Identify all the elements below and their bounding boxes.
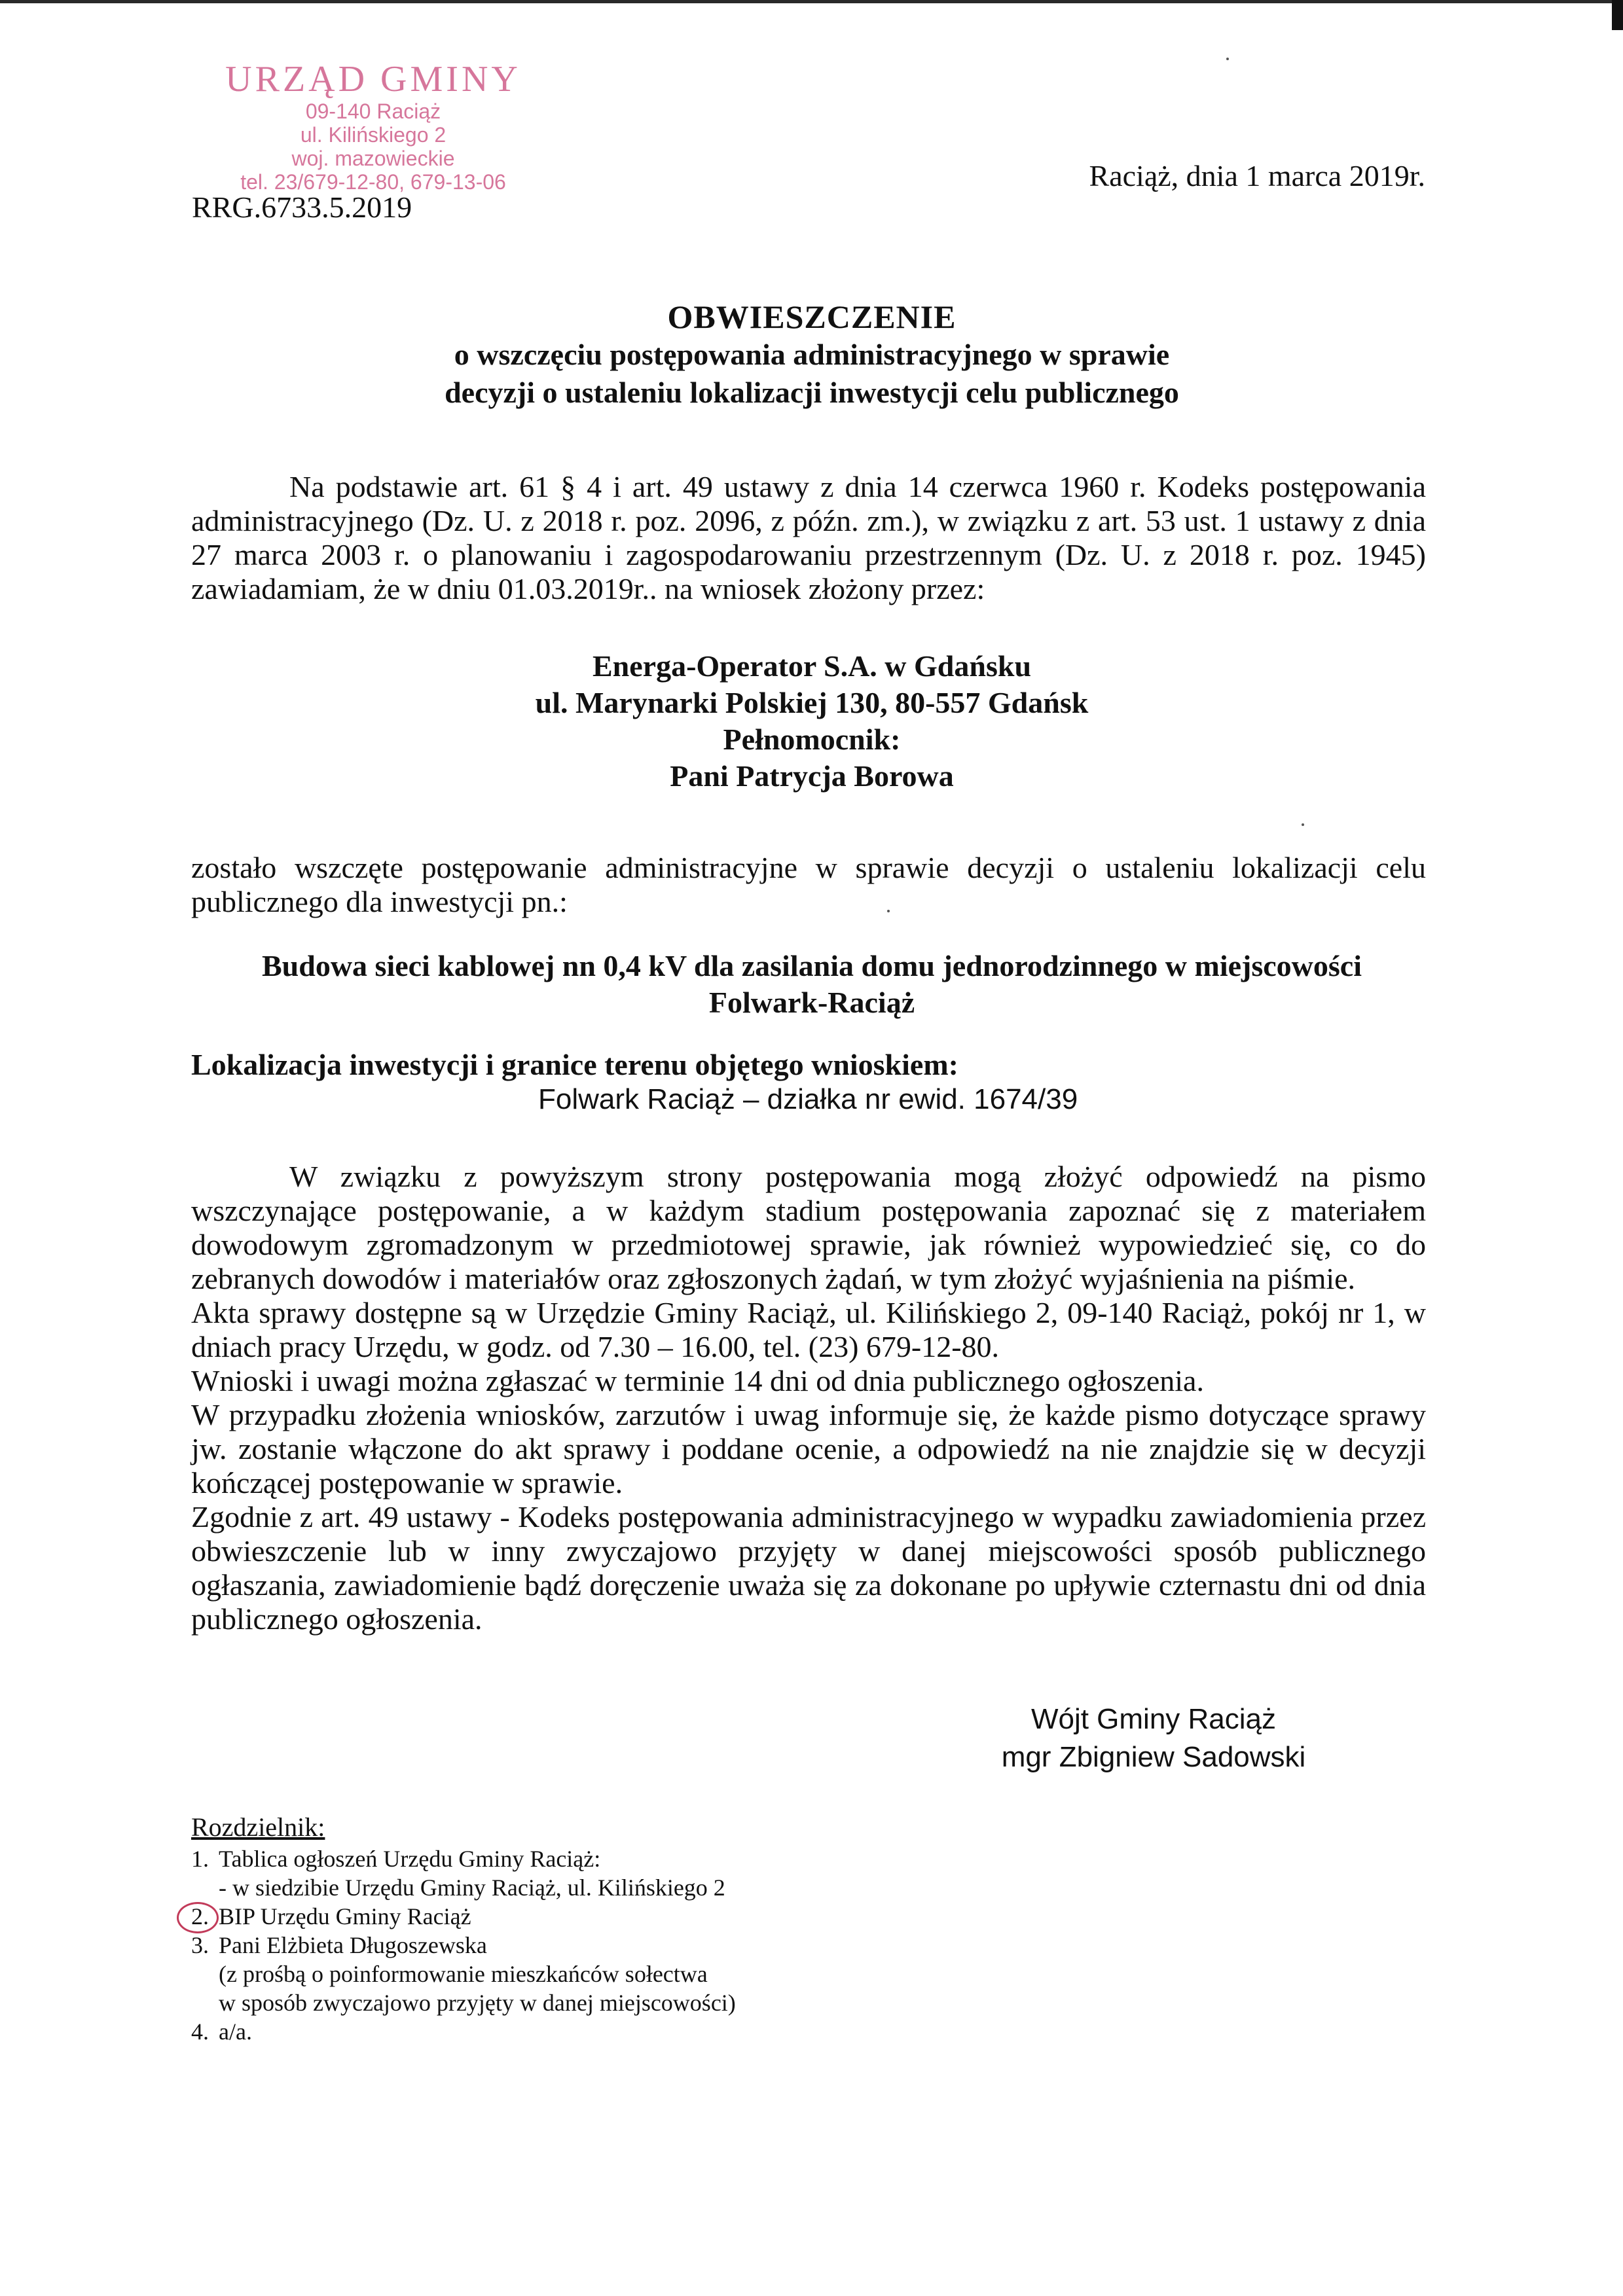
location-heading: Lokalizacja inwestycji i granice terenu objętego wnioskiem: — [191, 1048, 958, 1081]
applicant-block — [190, 648, 1434, 795]
distribution-list — [191, 1813, 736, 2046]
body-paragraph: Akta sprawy dostępne są w Urzędzie Gminy Raciąż, ul. Kilińskiego 2, 09-140 Raciąż, pokój nr 1, w dniach pracy Urzędu, w godz. od 7.30 – 16.00, tel. (23) 679-12-80. — [191, 1296, 1426, 1363]
investment-line: Folwark-Raciąż — [708, 986, 915, 1019]
body-paragraph: W przypadku złożenia wniosków, zarzutów i uwag informuje się, że każde pismo dotyczące sprawy jw. zostanie włączone do akt sprawy i poddane ocenie, a odpowiedź na nie znajdzie się w decyzji kończącej postępowanie w sprawie. — [191, 1398, 1426, 1499]
reference-number: RRG.6733.5.2019 — [192, 190, 412, 224]
stamp-title: URZĄD GMINY — [225, 59, 521, 99]
scan-speck — [1302, 823, 1304, 826]
title-line: o wszczęciu postępowania administracyjnego w sprawie — [454, 338, 1170, 371]
applicant-address: ul. Marynarki Polskiej 130, 80-557 Gdańsk — [535, 686, 1089, 719]
list-subitem: w sposób zwyczajowo przyjęty w danej miejscowości) — [219, 1990, 736, 2016]
body-paragraph: Wnioski i uwagi można zgłaszać w terminie 14 dni od dnia publicznego ogłoszenia. — [191, 1364, 1204, 1397]
signatory-title: Wójt Gminy Raciąż — [1030, 1703, 1277, 1735]
body-paragraph: W związku z powyższym strony postępowania mogą złożyć odpowiedź na pismo wszczynające postępowanie, a w każdym stadium postępowania zapoznać się z materiałem dowodowym zgromadzonym w przedmiotowej sprawie, jak również wypowiedzieć się, co do zebranych dowodów i materiałów oraz zgłoszonych żądań, w tym złożyć wyjaśnienia na piśmie. — [191, 1160, 1426, 1295]
list-subitem: (z prośbą o poinformowanie mieszkańców sołectwa — [219, 1961, 708, 1987]
proxy-label: Pełnomocnik: — [723, 723, 901, 756]
initiated-paragraph: zostało wszczęte postępowanie administracyjne w sprawie decyzji o ustaleniu lokalizacji celu publicznego dla inwestycji pn.: — [191, 851, 1426, 918]
list-item: 4. a/a. — [191, 2018, 252, 2045]
signature-block — [990, 1700, 1317, 1776]
investment-name — [190, 948, 1434, 1021]
list-subitem: - w siedzibie Urzędu Gminy Raciąż, ul. Kilińskiego 2 — [219, 1874, 725, 1901]
document-date: Raciąż, dnia 1 marca 2019r. — [1089, 159, 1425, 192]
signatory-name: mgr Zbigniew Sadowski — [1001, 1741, 1306, 1773]
investment-line: Budowa sieci kablowej nn 0,4 kV dla zasilania domu jednorodzinnego w miejscowości — [261, 949, 1362, 982]
stamp-line: tel. 23/679-12-80, 679-13-06 — [240, 170, 506, 194]
scan-top-edge — [0, 0, 1623, 3]
document-title — [190, 298, 1434, 412]
intro-paragraph — [191, 470, 1426, 606]
stamp-line: 09-140 Raciąż — [305, 99, 441, 123]
title-main: OBWIESZCZENIE — [667, 298, 957, 335]
body-paragraph: Zgodnie z art. 49 ustawy - Kodeks postępowania administracyjnego w wypadku zawiadomienia przez obwieszczenie lub w inny zwyczajowo przyjęty w danej miejscowości sposób publicznego ogłaszania, zawiadomienie bądź doręczenie uważa się za dokonane po upływie czternastu dni od dnia publicznego ogłoszenia. — [191, 1500, 1426, 1636]
applicant-name: Energa-Operator S.A. w Gdańsku — [592, 649, 1032, 683]
proxy-name: Pani Patrycja Borowa — [670, 759, 954, 793]
stamp-line: ul. Kilińskiego 2 — [300, 123, 447, 147]
intro-text: Na podstawie art. 61 § 4 i art. 49 ustawy z dnia 14 czerwca 1960 r. Kodeks postępowania administracyjnego (Dz. U. z 2018 r. poz. 2096, z późn. zm.), w związku z art. 53 ust. 1 ustawy z dnia 27 marca 2003 r. o planowaniu i zagospodarowaniu przestrzennym (Dz. U. z 2018 r. poz. 1945) zawiadamiam, że w dniu 01.03.2019r.. na wniosek złożony przez: — [191, 470, 1426, 605]
office-stamp — [190, 59, 556, 194]
list-item: 3. Pani Elżbieta Długoszewska — [191, 1932, 487, 1958]
stamp-line: woj. mazowieckie — [291, 147, 455, 170]
title-line: decyzji o ustaleniu lokalizacji inwestycji celu publicznego — [445, 376, 1179, 409]
list-item: 2. BIP Urzędu Gminy Raciąż — [191, 1902, 736, 1931]
body-paragraphs — [191, 1160, 1426, 1636]
scan-speck — [1226, 58, 1229, 60]
distribution-heading: Rozdzielnik: — [191, 1812, 325, 1842]
handwritten-circle-mark — [177, 1902, 219, 1933]
list-item: 1. Tablica ogłoszeń Urzędu Gminy Raciąż: — [191, 1846, 601, 1872]
location-value: Folwark Raciąż – działka nr ewid. 1674/39 — [538, 1083, 1078, 1115]
scan-edge-mark — [1612, 0, 1623, 30]
